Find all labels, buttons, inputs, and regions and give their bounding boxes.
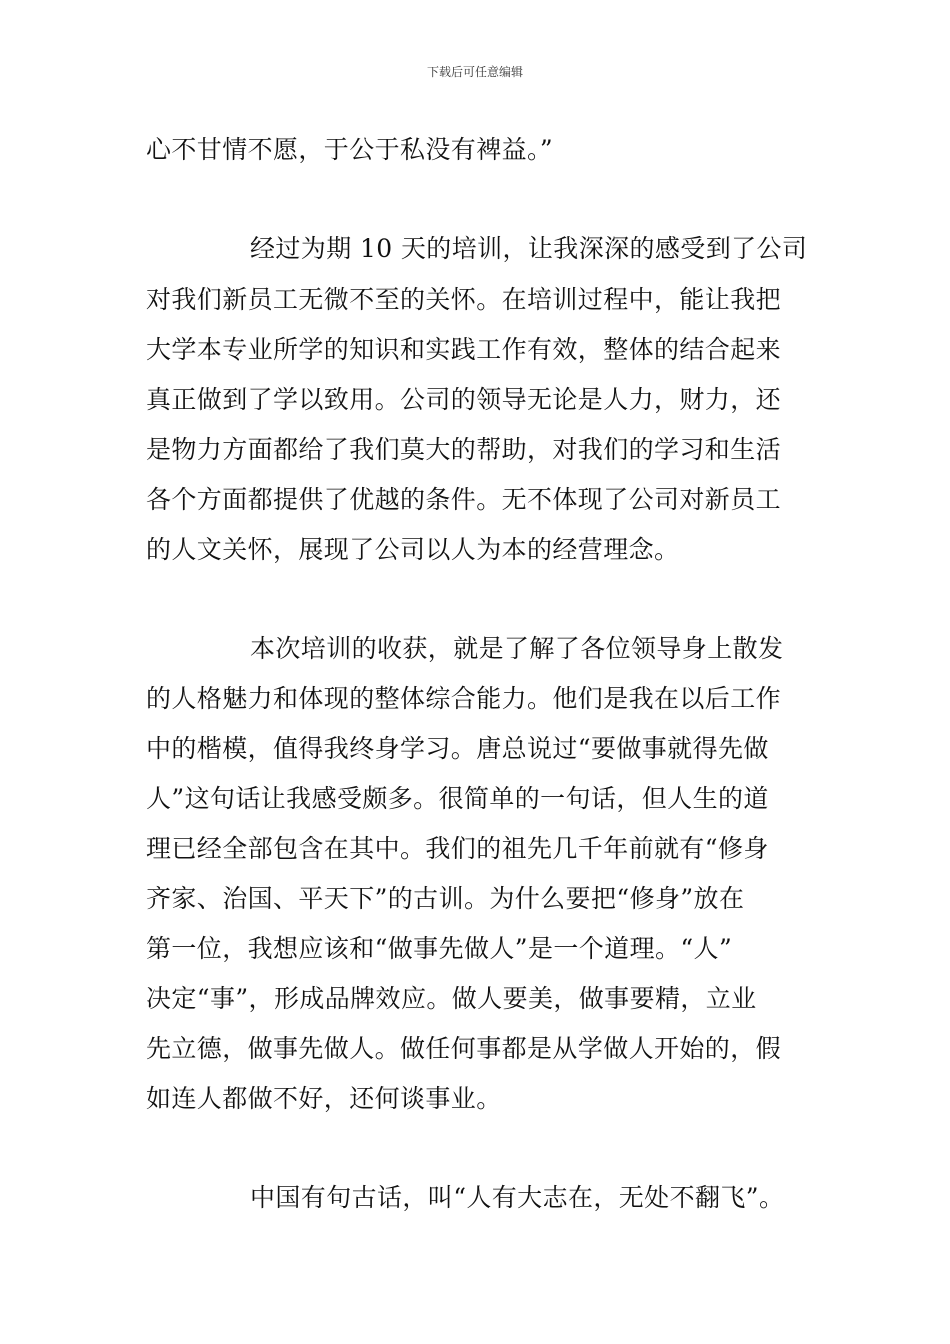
text-line: 的人文关怀，展现了公司以人为本的经营理念。 bbox=[146, 535, 680, 564]
text-line: 第一位，我想应该和“做事先做人”是一个道理。“人” bbox=[146, 934, 733, 963]
text-line: 各个方面都提供了优越的条件。无不体现了公司对新员工 bbox=[146, 485, 782, 514]
text-line: 齐家、治国、平天下”的古训。为什么要把“修身”放在 bbox=[146, 884, 745, 913]
text-line: 大学本专业所学的知识和实践工作有效，整体的结合起来 bbox=[146, 335, 782, 364]
text-line: 先立德，做事先做人。做任何事都是从学做人开始的，假 bbox=[146, 1034, 782, 1063]
text-line: 的人格魅力和体现的整体综合能力。他们是我在以后工作 bbox=[146, 684, 782, 713]
text-line: 如连人都做不好，还何谈事业。 bbox=[146, 1084, 502, 1113]
text-line: 人”这句话让我感受颇多。很简单的一句话，但人生的道 bbox=[146, 784, 769, 813]
text-line: 中的楷模，值得我终身学习。唐总说过“要做事就得先做 bbox=[146, 734, 769, 763]
text-line: 心不甘情不愿，于公于私没有裨益。” bbox=[146, 135, 554, 164]
paragraph-first-line: 本次培训的收获，就是了解了各位领导身上散发 bbox=[250, 634, 784, 663]
text-line: 对我们新员工无微不至的关怀。在培训过程中，能让我把 bbox=[146, 285, 782, 314]
page-header: 下载后可任意编辑 bbox=[426, 65, 523, 79]
text-line: 真正做到了学以致用。公司的领导无论是人力，财力，还 bbox=[146, 385, 782, 414]
paragraph-first-line: 经过为期 10 天的培训，让我深深的感受到了公司 bbox=[250, 234, 808, 263]
paragraph-first-line: 中国有句古话，叫“人有大志在，无处不翻飞”。 bbox=[250, 1183, 785, 1212]
text-line: 是物力方面都给了我们莫大的帮助，对我们的学习和生活 bbox=[146, 435, 782, 464]
text-line: 决定“事”，形成品牌效应。做人要美，做事要精，立业 bbox=[146, 984, 757, 1013]
text-line: 理已经全部包含在其中。我们的祖先几千年前就有“修身 bbox=[146, 834, 769, 863]
